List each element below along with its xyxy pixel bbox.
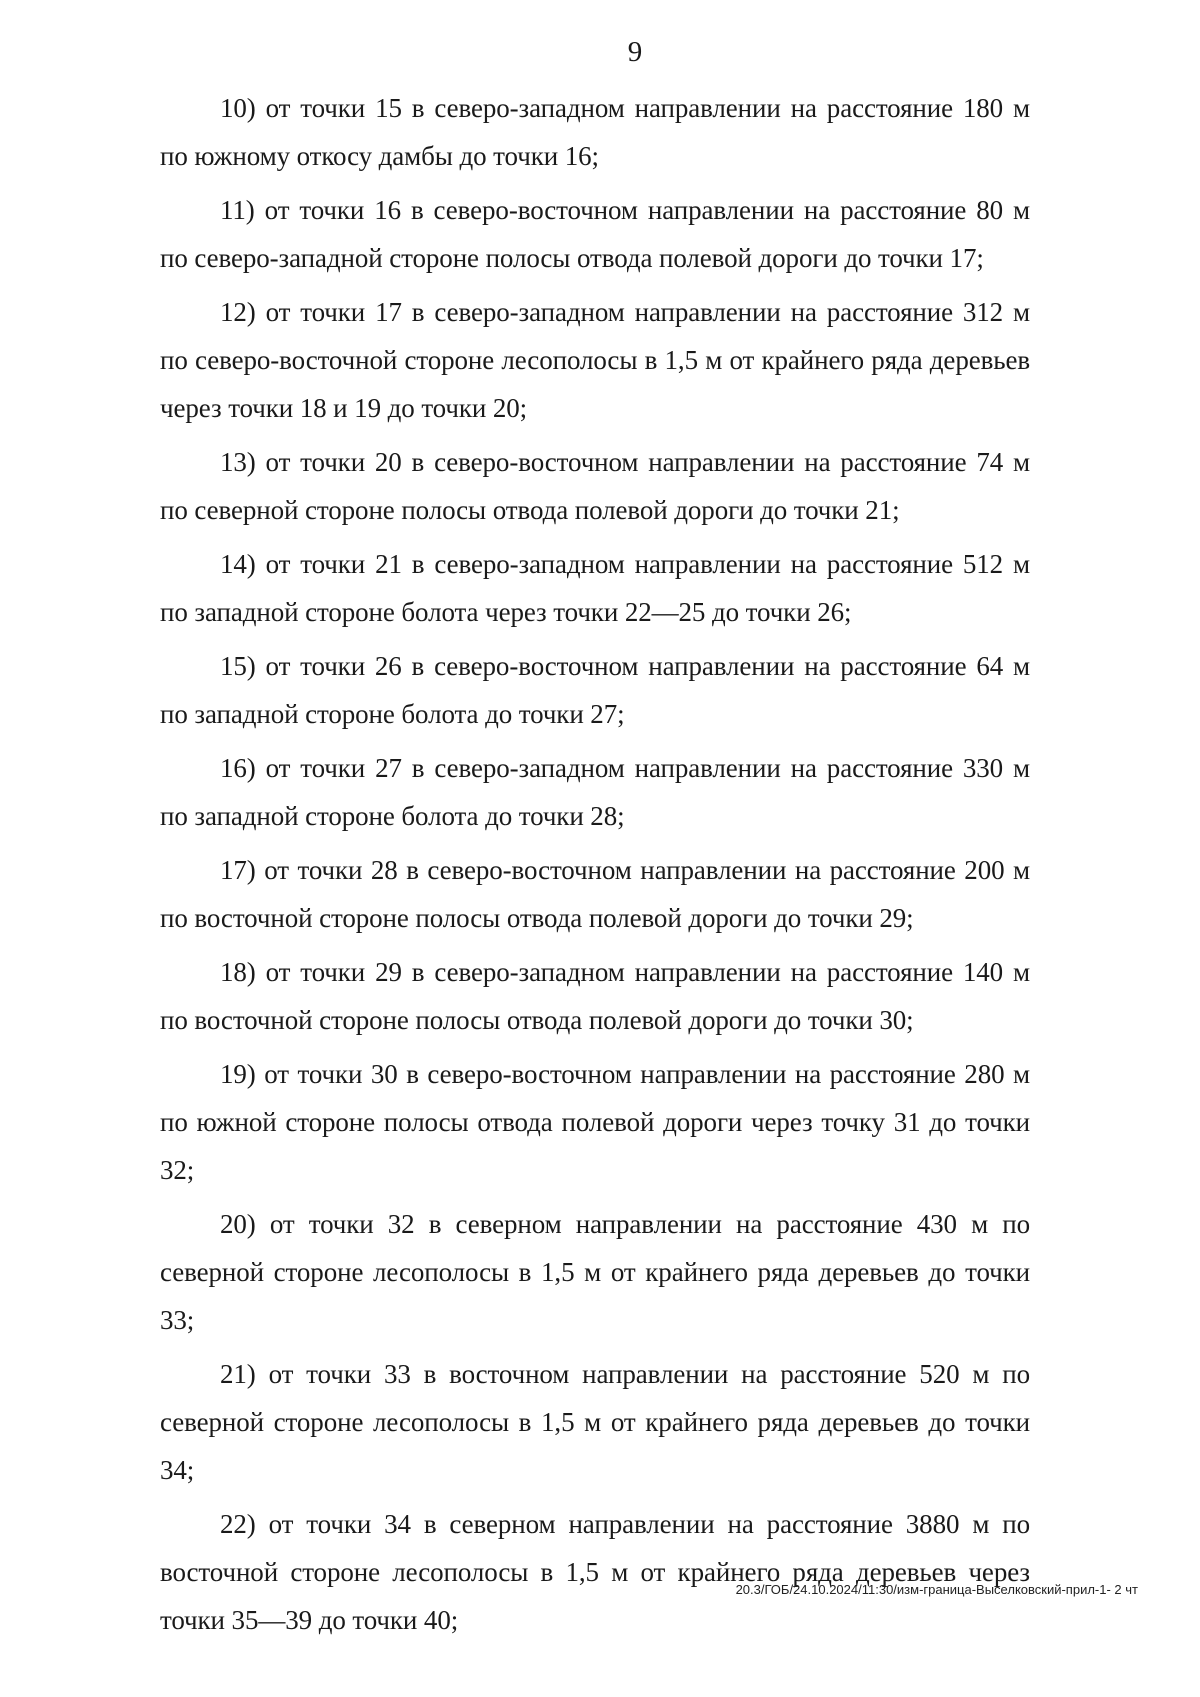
- clause-18: 18) от точки 29 в северо-западном направлении на расстояние 140 м по восточной стороне полосы отвода полевой дороги до точки 30;: [160, 957, 1030, 1035]
- clause-22: 22) от точки 34 в северном направлении на расстояние 3880 м по восточной стороне лесополосы в 1,5 м от крайнего ряда деревьев через точки 35—39 до точки 40;: [160, 1509, 1030, 1635]
- clause-13: 13) от точки 20 в северо-восточном направлении на расстояние 74 м по северной стороне полосы отвода полевой дороги до точки 21;: [160, 447, 1030, 525]
- page-number: 9: [627, 36, 643, 68]
- clause-14: 14) от точки 21 в северо-западном направлении на расстояние 512 м по западной стороне болота через точки 22—25 до точки 26;: [160, 549, 1030, 627]
- clause-15: 15) от точки 26 в северо-восточном направлении на расстояние 64 м по западной стороне болота до точки 27;: [160, 651, 1030, 729]
- footer-document-code: 20.3/ГОБ/24.10.2024/11:30/изм-граница-Выселковский-прил-1- 2 чт: [735, 1582, 1138, 1597]
- clause-16: 16) от точки 27 в северо-западном направлении на расстояние 330 м по западной стороне болота до точки 28;: [160, 753, 1030, 831]
- document-body: [160, 84, 1030, 1650]
- clause-12: 12) от точки 17 в северо-западном направлении на расстояние 312 м по северо-восточной стороне лесополосы в 1,5 м от крайнего ряда деревьев через точки 18 и 19 до точки 20;: [160, 297, 1030, 423]
- clause-19: 19) от точки 30 в северо-восточном направлении на расстояние 280 м по южной стороне полосы отвода полевой дороги через точку 31 до точки 32;: [160, 1059, 1030, 1185]
- clause-11: 11) от точки 16 в северо-восточном направлении на расстояние 80 м по северо-западной стороне полосы отвода полевой дороги до точки 17;: [160, 195, 1030, 273]
- clause-21: 21) от точки 33 в восточном направлении на расстояние 520 м по северной стороне лесополосы в 1,5 м от крайнего ряда деревьев до точки 34;: [160, 1359, 1030, 1485]
- clause-17: 17) от точки 28 в северо-восточном направлении на расстояние 200 м по восточной стороне полосы отвода полевой дороги до точки 29;: [160, 855, 1030, 933]
- clause-10: 10) от точки 15 в северо-западном направлении на расстояние 180 м по южному откосу дамбы до точки 16;: [160, 93, 1030, 171]
- clause-20: 20) от точки 32 в северном направлении на расстояние 430 м по северной стороне лесополосы в 1,5 м от крайнего ряда деревьев до точки 33;: [160, 1209, 1030, 1335]
